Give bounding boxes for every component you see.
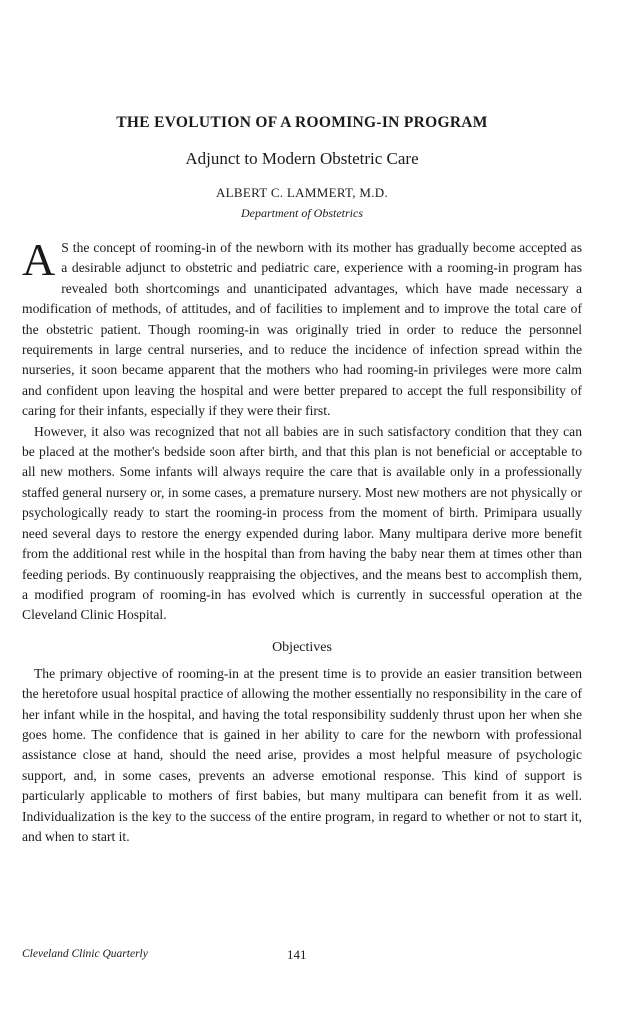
journal-page — [22, 0, 582, 1026]
author-name: ALBERT C. LAMMERT, M.D. — [215, 185, 389, 200]
paragraph-objectives: The primary objective of rooming-in at the present time is to provide an easier transition between the heretofore usual hospital practice of allowing the mother essentially no responsibility in the care of her infant while in the hospital, and having the total responsibility suddenly thrust upon her when she goes home. The confidence that is gained in her ability to care for the newborn with professional assistance close at hand, should the need arise, provides a most helpful measure of psychologic support, and, in some cases, prevents an adverse emotional response. This kind of support is particularly applicable to mothers of first babies, but many multipara can benefit from it as well. Individualization is the key to the success of the entire program, in regard to whether or not to start it, and when to start it. — [22, 665, 582, 844]
paragraph-second: However, it also was recognized that not all babies are in such satisfactory condition that they can be placed at the mother's bedside soon after birth, and that this plan is not beneficial or acceptable to all new mothers. Some infants will always require the care that is available only in a professionally staffed general nursery or, in some cases, a premature nursery. Most new mothers are not physically or psychologically ready to start the rooming-in process from the moment of birth. Primipara usually need several days to restore the energy expended during labor. Many multipara derive more benefit from the additional rest while in the hospital than from having the baby near them at times other than feeding periods. By continuously reappraising the objectives, and the means best to accomplish them, a modified program of rooming-in has evolved which is currently in successful operation at the Cleveland Clinic Hospital. — [22, 423, 582, 623]
article-title: THE EVOLUTION OF A ROOMING-IN PROGRAM — [116, 114, 488, 131]
article-subtitle: Adjunct to Modern Obstetric Care — [185, 149, 419, 168]
footer-journal-name: Cleveland Clinic Quarterly — [22, 948, 148, 960]
section-heading-objectives: Objectives — [272, 639, 332, 655]
paragraph-intro — [22, 234, 582, 422]
drop-cap: A — [22, 234, 56, 285]
footer-page-number: 141 — [287, 947, 307, 962]
author-department: Department of Obstetrics — [241, 206, 363, 220]
paragraph-intro-text: S the concept of rooming-in of the newborn with its mother has gradually become accepted as a desirable adjunct to obstetric and pediatric care, experience with a rooming-in program has revealed both shortcomings and unanticipated advantages, which have made necessary a modification of methods, of attitudes, and of facilities to implement and to improve the total care of the obstetric patient. Though rooming-in was originally tried in order to reduce the personnel requirements in large central nurseries, and to reduce the incidence of infection spread within the nurseries, it soon became apparent that the mothers who had rooming-in privileges were more calm and confident upon leaving the hospital and were better prepared to accept the full responsibility of caring for their infants, especially if they were their first. — [22, 240, 582, 419]
article-body — [22, 234, 582, 847]
